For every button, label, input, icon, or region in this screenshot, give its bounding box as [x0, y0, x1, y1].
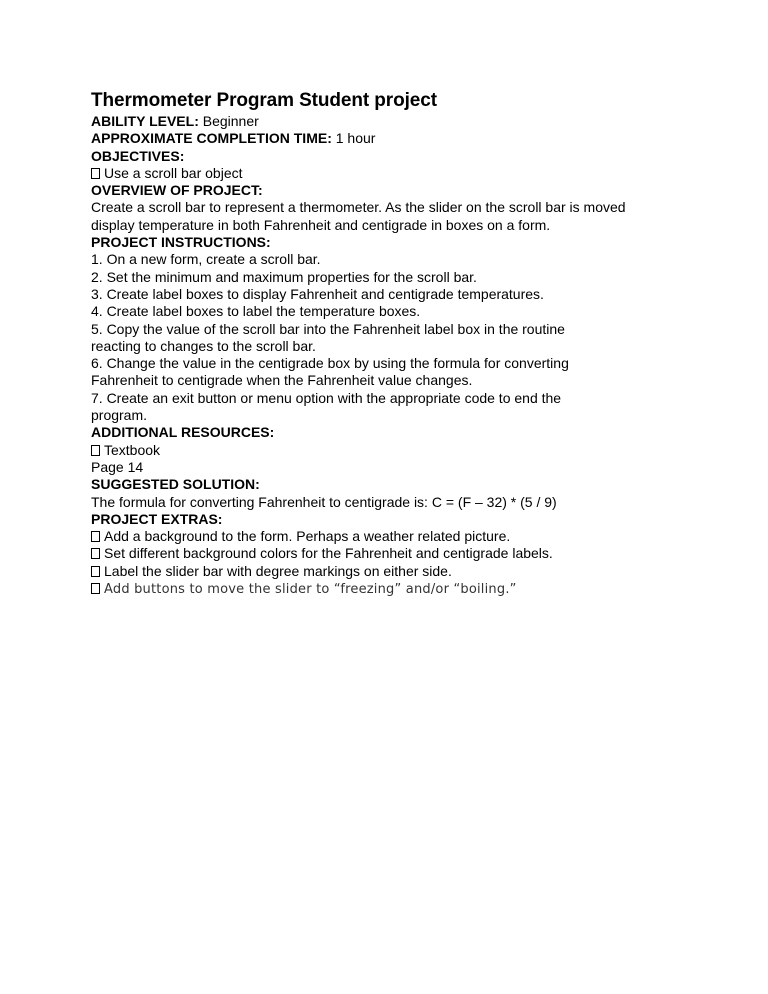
page-number: Page 14: [91, 458, 144, 475]
overview-heading: OVERVIEW OF PROJECT:: [91, 182, 263, 199]
extra-item-text: Add a background to the form. Perhaps a weather related picture.: [104, 528, 511, 545]
completion-time-line: [91, 130, 731, 147]
document-title: Thermometer Program Student project: [91, 90, 437, 111]
completion-time-label: APPROXIMATE COMPLETION TIME:: [91, 130, 332, 147]
extra-item-1: [91, 528, 731, 545]
extra-item-text: Set different background colors for the Fahrenheit and centigrade labels.: [104, 545, 553, 562]
overview-text: Create a scroll bar to represent a thermometer. As the slider on the scroll bar is moved display temperature in both Fahrenheit and centigrade in boxes on a form.: [91, 199, 626, 233]
instruction-item-4: 4. Create label boxes to label the temperature boxes.: [91, 303, 421, 320]
checkbox-bullet-icon: [91, 583, 100, 594]
extra-item-3: [91, 563, 731, 580]
checkbox-bullet-icon: [91, 445, 100, 456]
instruction-item-7: 7. Create an exit button or menu option with the appropriate code to end the program.: [91, 389, 562, 424]
checkbox-bullet-icon: [91, 531, 100, 542]
instruction-item-5: 5. Copy the value of the scroll bar into the Fahrenheit label box in the routine reacting to changes to the scroll bar.: [91, 320, 565, 354]
extra-item-2: [91, 545, 731, 562]
instruction-item-3: 3. Create label boxes to display Fahrenheit and centigrade temperatures.: [91, 285, 544, 302]
resource-item: [91, 442, 731, 459]
document-page: [91, 89, 731, 598]
objective-item-text: Use a scroll bar object: [104, 164, 243, 181]
checkbox-bullet-icon: [91, 168, 100, 179]
instruction-item-1: 1. On a new form, create a scroll bar.: [91, 251, 321, 268]
objective-item: [91, 165, 731, 182]
extras-heading: PROJECT EXTRAS:: [91, 510, 223, 527]
resources-heading: ADDITIONAL RESOURCES:: [91, 424, 275, 441]
instruction-item-6: 6. Change the value in the centigrade box by using the formula for converting Fahrenheit to centigrade when the Fahrenheit value changes.: [91, 355, 569, 389]
solution-heading: SUGGESTED SOLUTION:: [91, 476, 260, 493]
instructions-heading: PROJECT INSTRUCTIONS:: [91, 234, 271, 251]
extra-item-text: Label the slider bar with degree markings on either side.: [104, 562, 452, 579]
checkbox-bullet-icon: [91, 566, 100, 577]
completion-time-value: 1 hour: [331, 130, 376, 147]
resource-item-text: Textbook: [104, 441, 161, 458]
objectives-heading: OBJECTIVES:: [91, 147, 185, 164]
extra-item-text: Add buttons to move the slider to “freezing” and/or “boiling.”: [104, 582, 517, 598]
ability-level-line: [91, 113, 731, 130]
checkbox-bullet-icon: [91, 548, 100, 559]
ability-level-label: ABILITY LEVEL:: [91, 113, 199, 129]
ability-level-value: Beginner: [198, 113, 259, 129]
solution-text: The formula for converting Fahrenheit to centigrade is: C = (F – 32) * (5 / 9): [91, 493, 557, 510]
instruction-item-2: 2. Set the minimum and maximum properties for the scroll bar.: [91, 268, 477, 285]
extra-item-4: [91, 580, 731, 598]
